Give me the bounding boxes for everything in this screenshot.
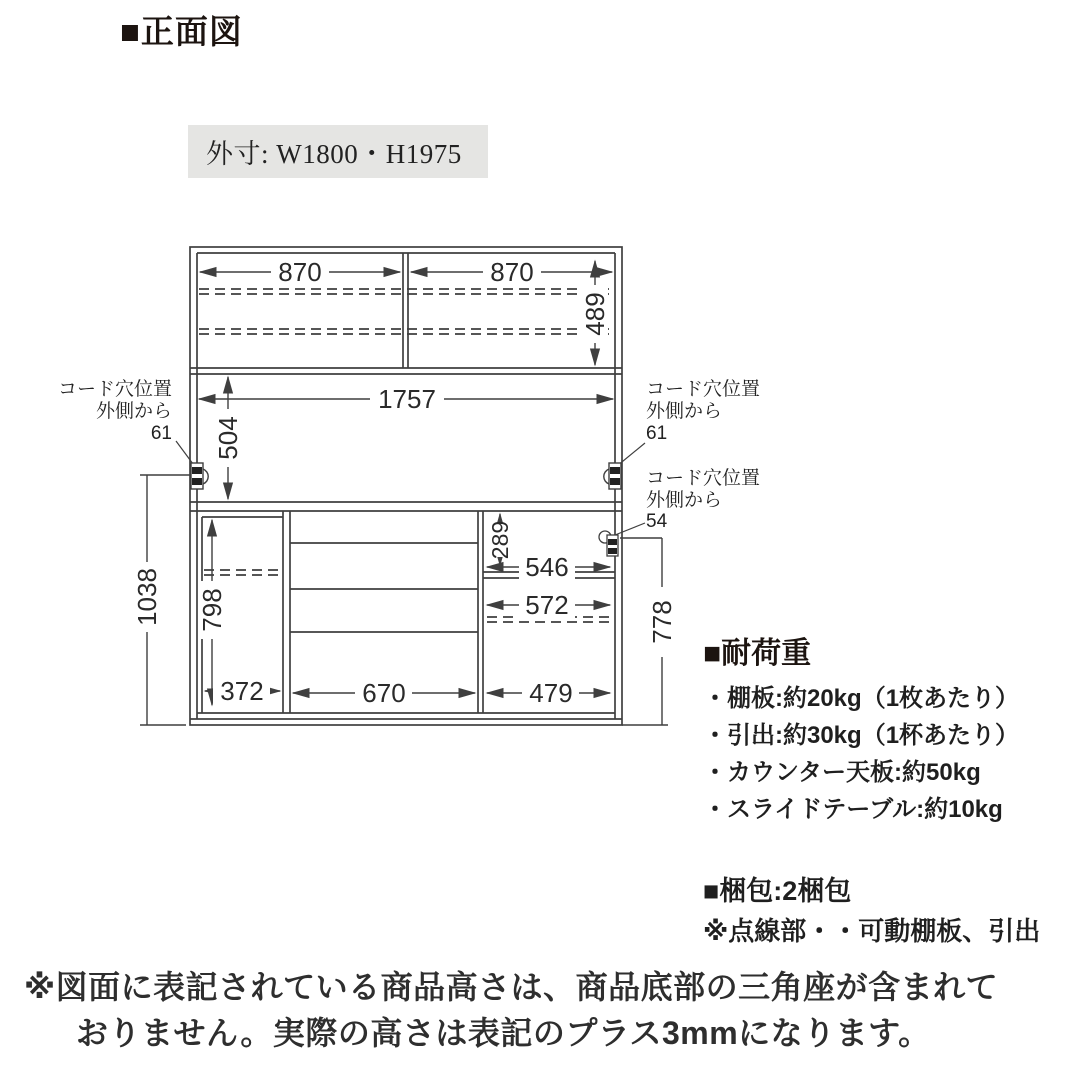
cord-label-right-lower-line2: 外側から xyxy=(646,490,723,511)
dim-right-height: 778 xyxy=(647,600,677,644)
dim-upper-right-width: 870 xyxy=(490,257,534,287)
cord-label-right-lower-line1: コード穴位置 xyxy=(646,468,761,489)
cord-label-right-upper-line2: 外側から xyxy=(646,401,723,422)
cord-hole-right-lower-icon xyxy=(599,531,618,556)
outer-dimensions-text: 外寸: W1800・H1975 xyxy=(206,139,462,169)
load-capacity-item-slide-table: ・スライドテーブル:約10kg xyxy=(703,796,1003,823)
cord-hole-label-right-upper xyxy=(646,378,760,444)
cord-hole-right-upper-icon xyxy=(604,463,621,489)
dim-left-inner-height: 798 xyxy=(197,588,227,632)
load-capacity-section xyxy=(703,628,1019,828)
cord-hole-left-icon xyxy=(191,463,208,489)
footer-note-line1: ※図面に表記されている商品高さは、商品底部の三角座が含まれて xyxy=(24,969,999,1005)
dim-drawer-width: 670 xyxy=(362,678,406,708)
cabinet-outline xyxy=(190,247,622,725)
cord-label-right-lower-value: 54 xyxy=(646,511,668,532)
dim-slot-width: 546 xyxy=(525,552,569,582)
footer-note-line2: おりません。実際の高さは表記のプラス3mmになります。 xyxy=(76,1015,931,1051)
dim-lower-total-height: 1038 xyxy=(132,568,162,626)
dim-right-width: 479 xyxy=(529,678,573,708)
dim-left-width: 372 xyxy=(220,676,264,706)
page-title: ■正面図 xyxy=(120,15,243,51)
cord-label-right-upper-line1: コード穴位置 xyxy=(646,379,761,400)
load-capacity-item-drawer: ・引出:約30kg（1杯あたり） xyxy=(703,722,1020,749)
dim-middle-width: 1757 xyxy=(378,384,436,414)
cord-label-left-value: 61 xyxy=(150,423,172,444)
package-note: ■梱包:2梱包 xyxy=(703,876,852,906)
dim-middle-height: 504 xyxy=(213,416,243,460)
dim-upper-left-width: 870 xyxy=(278,257,322,287)
cord-hole-label-right-lower xyxy=(646,467,760,532)
dotted-line-note: ※点線部・・可動棚板、引出 xyxy=(703,916,1041,946)
load-capacity-title: ■耐荷重 xyxy=(703,637,812,670)
cord-hole-label-left xyxy=(58,378,172,444)
load-capacity-item-shelf: ・棚板:約20kg（1枚あたり） xyxy=(703,685,1020,712)
cord-label-right-upper-value: 61 xyxy=(646,423,668,444)
cord-label-left-line1: コード穴位置 xyxy=(57,379,172,400)
dim-right-shelf-width: 572 xyxy=(525,590,569,620)
cord-hole-leader-lines xyxy=(176,441,645,535)
dim-slot-height: 289 xyxy=(487,520,513,560)
dim-upper-height: 489 xyxy=(580,292,610,336)
load-capacity-item-counter: ・カウンター天板:約50kg xyxy=(703,759,981,786)
outer-dimensions-box xyxy=(188,125,488,178)
cord-label-left-line2: 外側から xyxy=(95,401,172,422)
